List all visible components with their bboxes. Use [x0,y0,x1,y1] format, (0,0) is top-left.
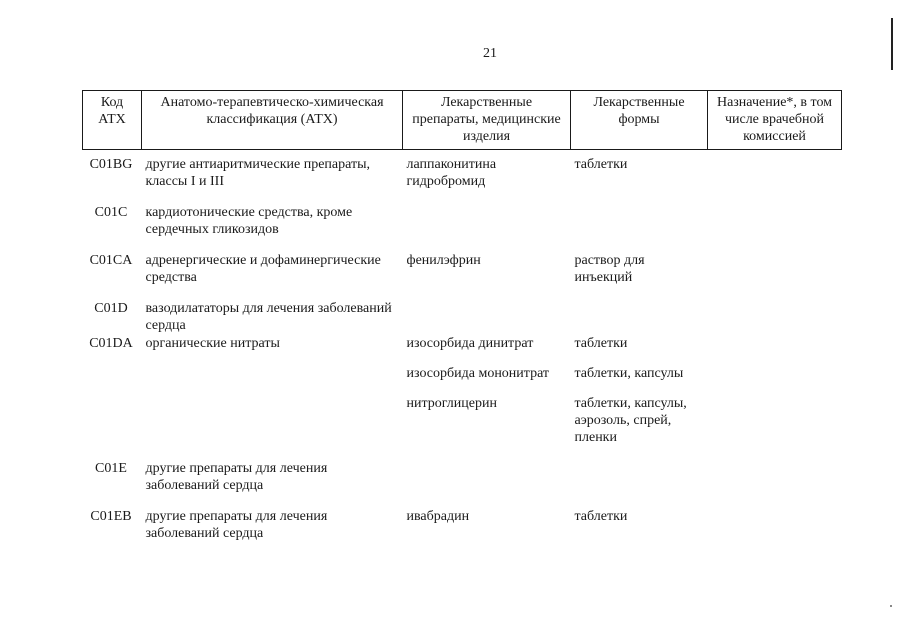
cell-classification: другие препараты для лечения заболеваний сердца [145,509,328,541]
header-purpose: Назначение*, в том числе врачебной комиссией [708,91,842,150]
cell-form: таблетки [574,157,628,172]
cell-purpose [708,286,842,334]
cell-drug [403,446,571,494]
cell-form: таблетки [574,336,628,351]
atc-drug-table [82,90,842,542]
header-form: Лекарственные формы [571,91,708,150]
cell-drug [403,286,571,334]
cell-form [571,286,708,334]
cell-purpose [708,494,842,542]
cell-code: C01D [94,301,128,316]
table-row [83,382,842,446]
table-row [83,352,842,382]
cell-classification: органические нитраты [145,336,280,351]
table-row [83,446,842,494]
cell-drug: изосорбида мононитрат [406,366,550,381]
header-drug: Лекарственные препараты, медицинские изделия [403,91,571,150]
cell-purpose [708,382,842,446]
page-number: 21 [483,46,497,61]
cell-classification [142,352,403,382]
cell-drug: нитроглицерин [406,396,497,411]
scan-speck [890,605,892,607]
cell-classification: другие антиаритмические препараты, классы I и III [145,157,370,189]
header-code: Код АТХ [83,91,142,150]
cell-purpose [708,352,842,382]
cell-code [83,352,142,382]
cell-code: C01EB [90,509,132,524]
cell-classification [142,382,403,446]
cell-form [571,446,708,494]
cell-code: C01E [95,461,127,476]
table-row [83,286,842,334]
cell-purpose [708,446,842,494]
table-row [83,334,842,352]
table-row [83,150,842,191]
table-header-row [83,91,842,150]
cell-purpose [708,150,842,191]
cell-code [83,382,142,446]
table-row [83,190,842,238]
table-row [83,494,842,542]
cell-classification: адренергические и дофаминергические средства [145,253,381,285]
cell-code: C01DA [89,336,133,351]
cell-classification: другие препараты для лечения заболеваний сердца [145,461,328,493]
cell-purpose [708,190,842,238]
scan-edge-mark [891,18,893,70]
cell-drug: фенилэфрин [406,253,481,268]
cell-code: C01CA [89,253,133,268]
cell-purpose [708,238,842,286]
cell-drug: изосорбида динитрат [406,336,534,351]
cell-form: таблетки, капсулы, аэрозоль, спрей, пленки [574,396,687,445]
cell-form: раствор для инъекций [574,253,645,285]
cell-code: C01C [94,205,128,220]
cell-purpose [708,334,842,352]
cell-drug: ивабрадин [406,509,470,524]
cell-form [571,190,708,238]
cell-form: таблетки, капсулы [574,366,684,381]
cell-classification: кардиотонические средства, кроме сердечных гликозидов [145,205,353,237]
cell-drug: лаппаконитина гидробромид [406,157,497,189]
header-classification: Анатомо-терапевтическо-химическая классификация (АТХ) [142,91,403,150]
cell-code: C01BG [89,157,133,172]
table-row [83,238,842,286]
cell-form: таблетки [574,509,628,524]
cell-drug [403,190,571,238]
cell-classification: вазодилататоры для лечения заболеваний сердца [145,301,392,333]
